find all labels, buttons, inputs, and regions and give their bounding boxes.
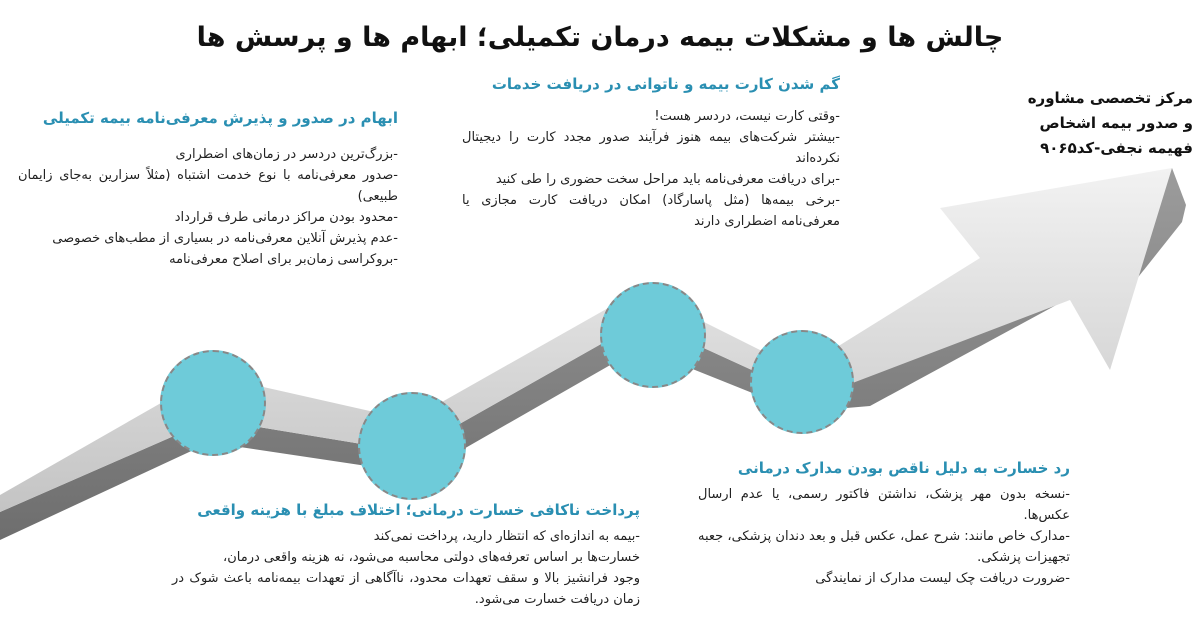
section-item: -محدود بودن مراکز درمانی طرف قرارداد <box>174 210 398 225</box>
consultancy-label <box>985 86 1193 161</box>
section-item: -مدارک خاص مانند: شرح عمل، عکس قبل و بعد دندان پزشکی، جعبه تجهیزات پزشکی. <box>698 529 1070 565</box>
section-item: -وقتی کارت نیست، دردسر هست! <box>654 109 840 124</box>
section-item: -بروکراسی زمان‌بر برای اصلاح معرفی‌نامه <box>169 252 398 267</box>
milestone-circle-1 <box>160 350 266 456</box>
section-item: -برخی بیمه‌ها (مثل پاسارگاد) امکان دریافت کارت مجازی یا معرفی‌نامه اضطراری دارند <box>462 193 840 229</box>
section-item: وجود فرانشیز بالا و سقف تعهدات محدود، ناآگاهی از تعهدات بیمه‌نامه باعث شوک در زمان دریافت خسارت می‌شود. <box>172 571 640 607</box>
section-rejection <box>698 456 1070 589</box>
consultancy-line-3: فهیمه نجفی-کد۹۰۶۵ <box>1040 139 1193 157</box>
milestone-circle-4 <box>750 330 854 434</box>
section-heading: ابهام در صدور و پذیرش معرفی‌نامه بیمه تکمیلی <box>42 109 398 127</box>
section-item: -بیمه به اندازه‌ای که انتظار دارید، پرداخت نمی‌کند <box>373 529 640 544</box>
section-item: -نسخه بدون مهر پزشک، نداشتن فاکتور رسمی، یا عدم ارسال عکس‌ها. <box>698 487 1070 523</box>
consultancy-line-1: مرکز تخصصی مشاوره <box>1027 89 1193 107</box>
milestone-circle-2 <box>358 392 466 500</box>
section-item: -بیشتر شرکت‌های بیمه هنوز فرآیند صدور مجدد کارت را دیجیتال نکرده‌اند <box>462 130 840 166</box>
section-heading: رد خسارت به دلیل ناقص بودن مدارک درمانی <box>737 459 1070 477</box>
section-item: -بزرگ‌ترین دردسر در زمان‌های اضطراری <box>175 147 398 162</box>
section-heading: گم شدن کارت بیمه و ناتوانی در دریافت خدمات <box>491 75 840 93</box>
section-item: خسارت‌ها بر اساس تعرفه‌های دولتی محاسبه می‌شود، نه هزینه واقعی درمان، <box>223 550 640 565</box>
section-issuance <box>18 106 398 270</box>
milestone-circle-3 <box>600 282 706 388</box>
consultancy-line-2: و صدور بیمه اشخاص <box>1039 114 1193 132</box>
section-item: -عدم پذیرش آنلاین معرفی‌نامه در بسیاری از مطب‌های خصوصی <box>52 231 398 246</box>
section-item: -برای دریافت معرفی‌نامه باید مراحل سخت حضوری را طی کنید <box>495 172 840 187</box>
section-heading: پرداخت ناکافی خسارت درمانی؛ اختلاف مبلغ با هزینه واقعی <box>197 501 640 519</box>
section-item: -ضرورت دریافت چک لیست مدارک از نمایندگی <box>815 571 1070 586</box>
section-item: -صدور معرفی‌نامه با نوع خدمت اشتباه (مثلاً سزارین به‌جای زایمان طبیعی) <box>18 168 398 204</box>
section-card <box>462 72 840 232</box>
page-title: چالش ها و مشکلات بیمه درمان تکمیلی؛ ابهام ها و پرسش ها <box>196 22 1004 53</box>
section-payment <box>172 498 640 610</box>
